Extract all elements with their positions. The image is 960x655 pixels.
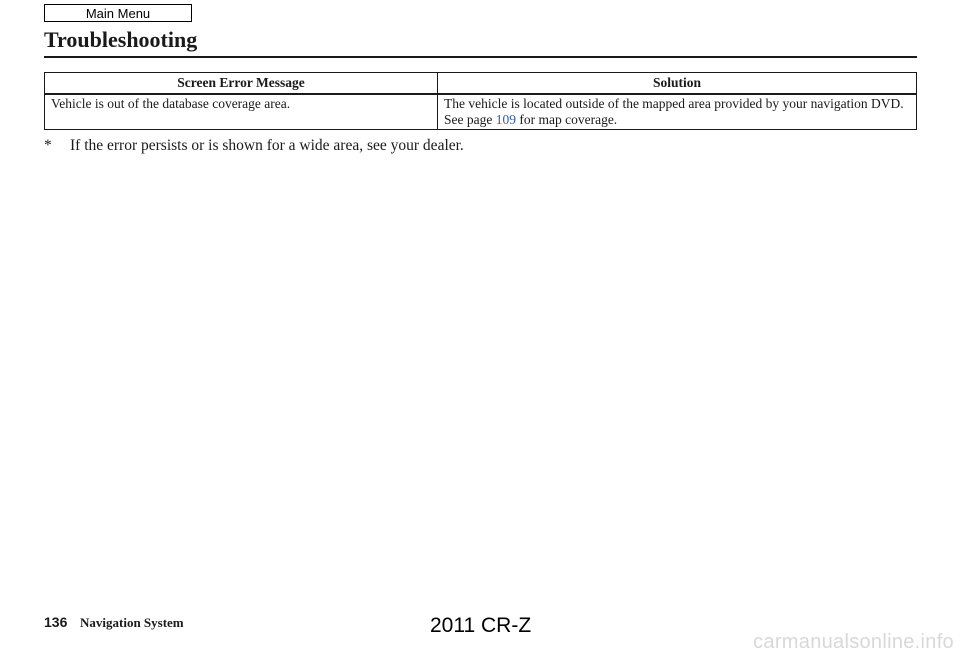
footnote-marker: * [44,137,52,154]
error-message-table [44,72,917,130]
footer-section-label: Navigation System [80,615,184,630]
footer-model-label: 2011 CR-Z [430,614,532,637]
footnote [44,137,464,155]
main-menu-button[interactable]: Main Menu [44,4,192,22]
solution-text: The vehicle is located outside of the mapped area provided by your navigation DVD. See page [444,96,904,127]
header-solution: Solution [438,73,917,95]
header-screen-error-message: Screen Error Message [45,73,438,95]
solution-cell [438,94,917,130]
footnote-text: If the error persists or is shown for a wide area, see your dealer. [70,137,464,154]
table-row [45,94,917,130]
table-header-row [45,73,917,95]
solution-text-end: for map coverage. [519,112,618,127]
page-title: Troubleshooting [44,27,198,52]
error-message-cell: Vehicle is out of the database coverage area. [45,94,438,130]
page-reference-link[interactable]: 109 [495,112,516,127]
title-divider [44,56,917,58]
site-watermark: carmanualsonline.info [753,631,954,653]
page-number: 136 [44,614,68,630]
